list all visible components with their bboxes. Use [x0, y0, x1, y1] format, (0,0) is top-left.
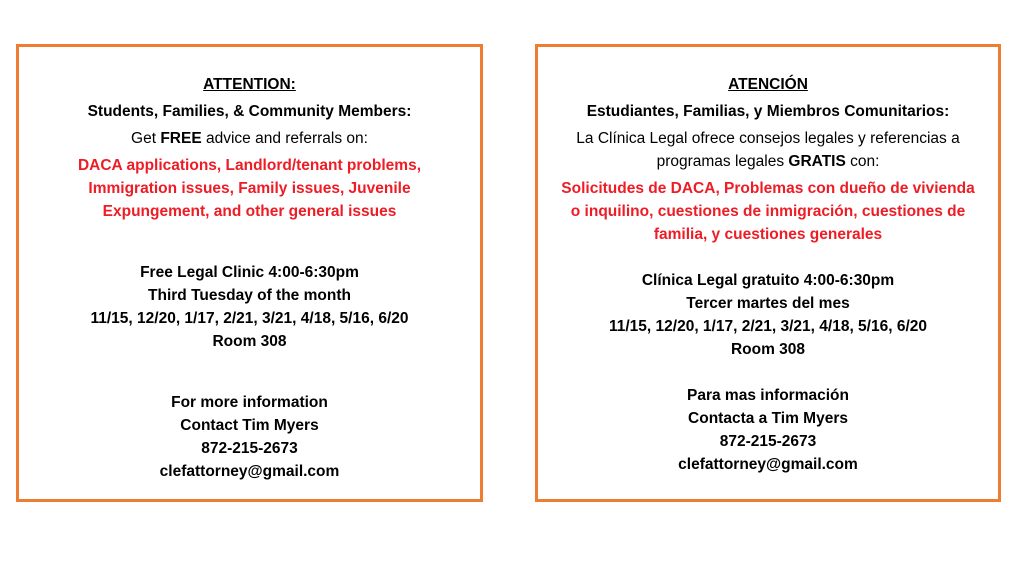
spanish-clinic-room: Room 308: [730, 341, 806, 358]
english-clinic-info: [25, 261, 474, 353]
english-email: clefattorney@gmail.com: [159, 463, 340, 480]
english-flyer-panel: [16, 44, 483, 502]
spanish-intro-gratis: GRATIS: [788, 153, 846, 170]
spanish-clinic-info: [544, 269, 992, 361]
english-contact-info: [25, 391, 474, 483]
spanish-services-line: Solicitudes de DACA, Problemas con dueño de vivienda: [561, 180, 975, 197]
spanish-intro-line2: [544, 150, 992, 173]
spanish-contact-info: [544, 384, 992, 476]
spanish-more-info: Para mas información: [687, 387, 849, 404]
english-heading: ATTENTION:: [203, 76, 296, 93]
spanish-email: clefattorney@gmail.com: [678, 456, 858, 473]
spanish-contact-name: Contacta a Tim Myers: [688, 410, 848, 427]
english-audience: Students, Families, & Community Members:: [87, 103, 412, 120]
english-services-line: Expungement, and other general issues: [102, 203, 397, 220]
spanish-intro-before: programas legales: [656, 153, 789, 170]
spanish-intro: [544, 127, 992, 173]
english-clinic-dates: 11/15, 12/20, 1/17, 2/21, 3/21, 4/18, 5/16, 6/20: [90, 310, 409, 327]
spanish-phone: 872-215-2673: [719, 433, 817, 450]
spanish-clinic-dates: 11/15, 12/20, 1/17, 2/21, 3/21, 4/18, 5/16, 6/20: [608, 318, 927, 335]
english-clinic-room: Room 308: [212, 333, 287, 350]
english-services: [25, 154, 474, 223]
english-services-line: DACA applications, Landlord/tenant problems,: [77, 157, 422, 174]
spanish-heading: ATENCIÓN: [728, 76, 808, 93]
spanish-audience: Estudiantes, Familias, y Miembros Comunitarios:: [586, 103, 950, 120]
english-intro-after: advice and referrals on:: [201, 130, 368, 147]
english-clinic-schedule: Third Tuesday of the month: [148, 287, 351, 304]
spanish-clinic-title: Clínica Legal gratuito 4:00-6:30pm: [641, 272, 895, 289]
english-contact-name: Contact Tim Myers: [180, 417, 319, 434]
english-phone: 872-215-2673: [201, 440, 298, 457]
english-intro-free: FREE: [160, 130, 202, 147]
spanish-intro-after: con:: [845, 153, 880, 170]
spanish-services-line: familia, y cuestiones generales: [653, 226, 883, 243]
spanish-flyer-panel: [535, 44, 1001, 502]
spanish-intro-line1: La Clínica Legal ofrece consejos legales y referencias a: [576, 130, 960, 147]
english-intro: [25, 127, 474, 150]
spanish-services: [544, 177, 992, 246]
english-intro-before: Get: [131, 130, 161, 147]
english-clinic-title: Free Legal Clinic 4:00-6:30pm: [140, 264, 359, 281]
spanish-clinic-schedule: Tercer martes del mes: [686, 295, 850, 312]
english-services-line: Immigration issues, Family issues, Juvenile: [88, 180, 411, 197]
english-more-info: For more information: [171, 394, 328, 411]
spanish-services-line: o inquilino, cuestiones de inmigración, cuestiones de: [570, 203, 966, 220]
